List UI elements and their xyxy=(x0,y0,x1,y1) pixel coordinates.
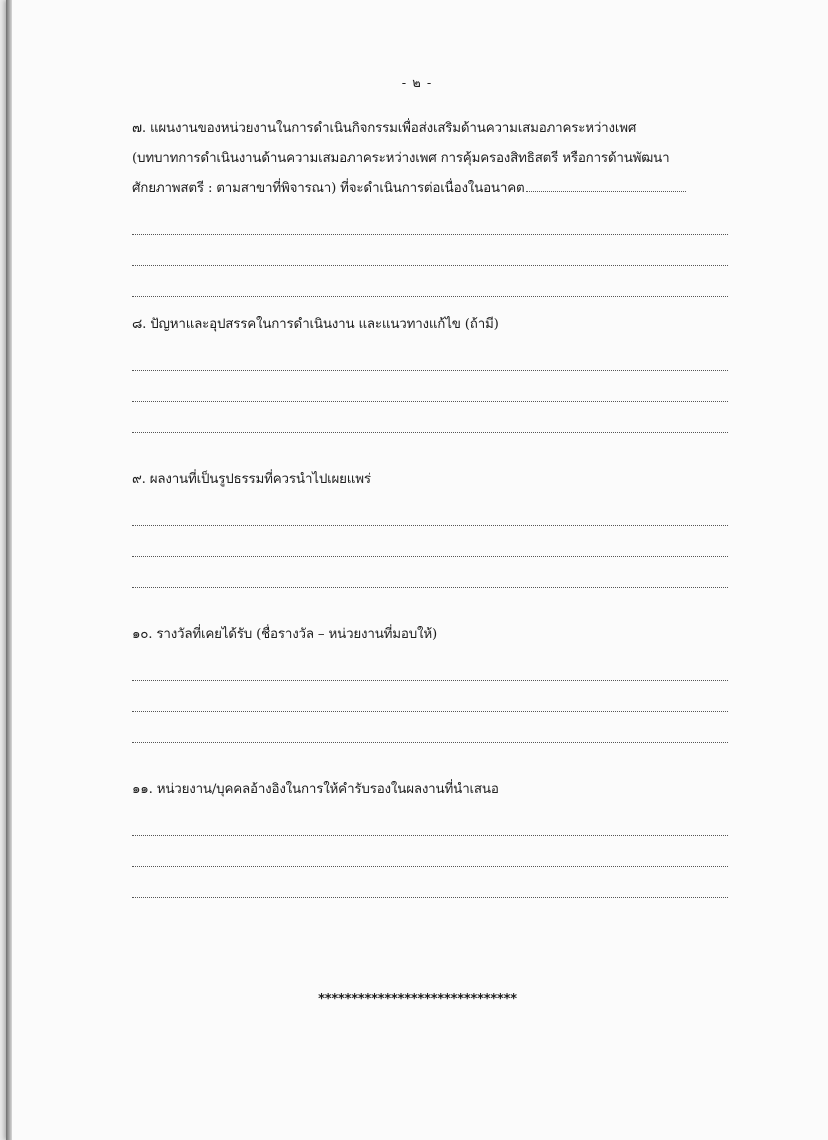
section-8 xyxy=(132,310,728,433)
answer-line-10-3[interactable] xyxy=(132,712,728,743)
answer-line-9-2[interactable] xyxy=(132,526,728,557)
answer-line-7-2[interactable] xyxy=(132,235,728,266)
page-number: - ๒ - xyxy=(401,76,433,91)
answer-line-9-1[interactable] xyxy=(132,495,728,526)
end-of-document-mark: ****************************** xyxy=(317,992,517,1007)
answer-line-7-3[interactable] xyxy=(132,266,728,297)
answer-line-8-1[interactable] xyxy=(132,340,728,371)
section-7-line-3 xyxy=(132,174,728,204)
answer-line-10-1[interactable] xyxy=(132,650,728,681)
section-9-heading: ๙. ผลงานที่เป็นรูปธรรมที่ควรนำไปเผยแพร่ xyxy=(132,472,371,487)
section-9 xyxy=(132,465,728,588)
section-7-line-2: (บทบาทการดำเนินงานด้านความเสมอภาคระหว่างเพศ การคุ้มครองสิทธิสตรี หรือการด้านพัฒนา xyxy=(132,151,670,166)
answer-line-11-2[interactable] xyxy=(132,836,728,867)
section-7-line-1: ๗. แผนงานของหน่วยงานในการดำเนินกิจกรรมเพื่อส่งเสริมด้านความเสมอภาคระหว่างเพศ xyxy=(132,121,637,136)
section-7 xyxy=(132,114,728,297)
answer-line-8-3[interactable] xyxy=(132,402,728,433)
answer-line-7-1[interactable] xyxy=(132,204,728,235)
answer-line-11-3[interactable] xyxy=(132,867,728,898)
section-8-heading: ๘. ปัญหาและอุปสรรคในการดำเนินงาน และแนวทางแก้ไข (ถ้ามี) xyxy=(132,317,499,332)
answer-field-7-inline[interactable] xyxy=(526,190,686,192)
section-10 xyxy=(132,620,728,743)
section-10-heading: ๑๐. รางวัลที่เคยได้รับ (ชื่อรางวัล – หน่วยงานที่มอบให้) xyxy=(132,627,438,642)
answer-line-11-1[interactable] xyxy=(132,805,728,836)
section-11 xyxy=(132,775,728,898)
answer-line-9-3[interactable] xyxy=(132,557,728,588)
answer-line-8-2[interactable] xyxy=(132,371,728,402)
answer-line-10-2[interactable] xyxy=(132,681,728,712)
section-7-line-3-text: ศักยภาพสตรี : ตามสาขาที่พิจารณา) ที่จะดำเนินการต่อเนื่องในอนาคต xyxy=(132,181,525,196)
document-page xyxy=(6,0,828,1140)
page-edge-shadow xyxy=(6,0,12,1140)
section-11-heading: ๑๑. หน่วยงาน/บุคคลอ้างอิงในการให้คำรับรองในผลงานที่นำเสนอ xyxy=(132,782,499,797)
